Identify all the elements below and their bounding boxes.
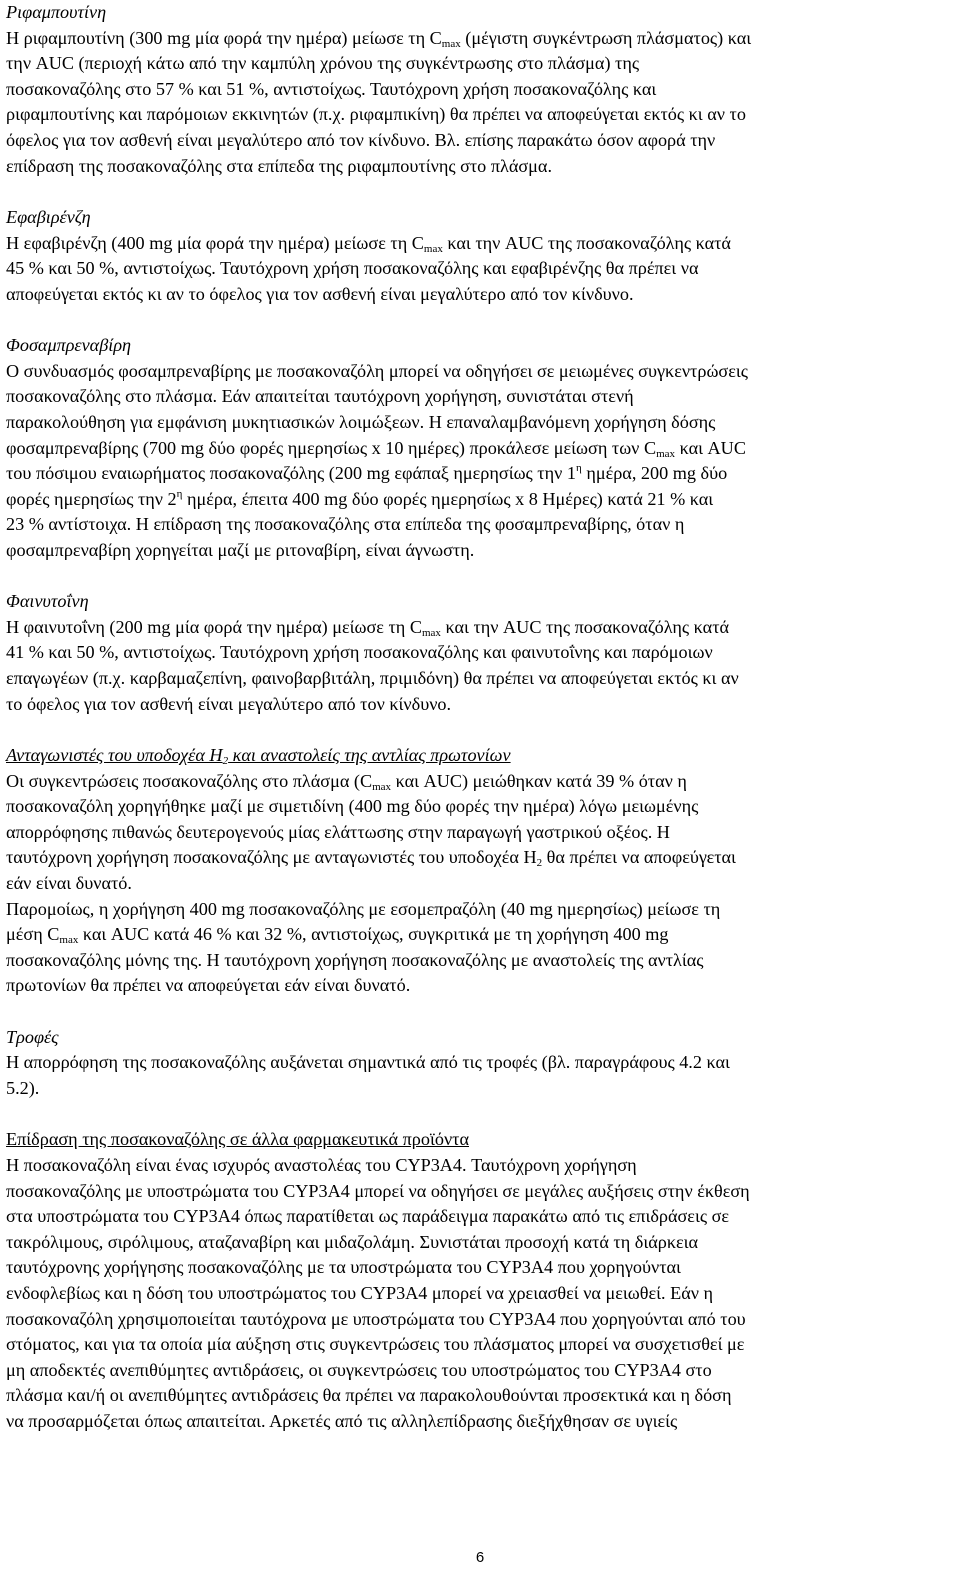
text-line: όφελος για τον ασθενή είναι μεγαλύτερο από τον κίνδυνο. Βλ. επίσης παρακάτω όσον αφορά την [6,129,716,150]
paragraph [6,1153,956,1435]
text-line: Η εφαβιρένζη (400 mg μία φορά την ημέρα) μείωσε τη $C_{max}$ και την AUC της ποσακοναζόλης κατά [6,232,731,255]
text-line: Η φαινυτοΐνη (200 mg μία φορά την ημέρα) μείωσε τη $C_{max}$ και την AUC της ποσακοναζόλης κατά [6,616,730,639]
text-line: στα υποστρώματα του CYP3A4 όπως παρατίθεται ως παράδειγμα παρακάτω από τις επιδράσεις σε [6,1206,730,1227]
text-line: την AUC (περιοχή κάτω από την καμπύλη χρόνου της συγκέντρωσης στο πλάσμα) της [6,53,640,74]
text-line: 45 % και 50 %, αντιστοίχως. Ταυτόχρονη χρήση ποσακοναζόλης και εφαβιρένζης θα πρέπει να [6,258,699,279]
text-line: ταυτόχρονη χορήγηση ποσακοναζόλης με ανταγωνιστές του υποδοχέα $H_2$ θα πρέπει να αποφεύγεται [6,847,736,870]
text-line: τακρόλιμους, σιρόλιμους, αταζαναβίρη και μιδαζολάμη. Συνιστάται προσοχή κατά τη διάρκεια [6,1231,699,1252]
text-line: Οι συγκεντρώσεις ποσακοναζόλης στο πλάσμα ($C_{max}$ και AUC) μειώθηκαν κατά 39 % όταν η [6,770,687,793]
section-trofes [6,1025,956,1102]
section-heading: Φαινυτοΐνη [6,591,89,612]
section-heading: Τροφές [6,1026,59,1047]
text-line: 23 % αντίστοιχα. Η επίδραση της ποσακοναζόλης στα επίπεδα της φοσαμπρεναβίρης, όταν η [6,514,685,535]
page-number: 6 [475,1549,485,1566]
text-line: απορρόφησης πιθανώς δευτερογενούς μίας ελάττωσης στην παραγωγή γαστρικού οξέος. Η [6,821,670,842]
text-line: επαγωγέων (π.χ. καρβαμαζεπίνη, φαινοβαρβιτάλη, πριμιδόνη) θα πρέπει να αποφεύγεται εκτός κι αν [6,668,739,689]
text-line: επίδραση της ποσακοναζόλης στα επίπεδα της ριφαμπουτίνης στο πλάσμα. [6,155,552,176]
text-line: 5.2). [6,1077,40,1098]
text-line: ποσακοναζόλη χορηγήθηκε μαζί με σιμετιδίνη (400 mg δύο φορές την ημέρα) λόγω μειωμένης [6,796,699,817]
text-line: ποσακοναζόλης στο 57 % και 51 %, αντιστοίχως. Ταυτόχρονη χρήση ποσακοναζόλης και [6,78,657,99]
text-line: εάν είναι δυνατό. [6,873,132,893]
text-line: του πόσιμου εναιωρήματος ποσακοναζόλης (200 mg εφάπαξ ημερησίως την $1^\eta$ ημέρα, 200 mg δύο [6,462,728,484]
text-line: μέση $C_{max}$ και AUC κατά 46 % και 32 %, αντιστοίχως, συγκριτικά με τη χορήγηση 400 mg [6,924,669,947]
paragraph [6,615,956,717]
text-line: ποσακοναζόλης με υποστρώματα του CYP3A4 μπορεί να οδηγήσει σε μεγάλες αυξήσεις στην έκθεση [6,1180,750,1201]
text-line: φοσαμπρεναβίρης (700 mg δύο φορές ημερησίως x 10 ημέρες) προκάλεσε μείωση των $C_{max}$ και AUC [6,437,746,460]
text-line: φοσαμπρεναβίρη χορηγείται μαζί με ριτοναβίρη, είναι άγνωστη. [6,539,475,560]
text-line: Η απορρόφηση της ποσακοναζόλης αυξάνεται σημαντικά από τις τροφές (βλ. παραγράφους 4.2 και [6,1052,730,1073]
text-line: ενδοφλεβίως και η δόση του υποστρώματος του CYP3A4 μπορεί να χρειασθεί να μειωθεί. Εάν η [6,1282,714,1303]
paragraph [6,769,956,999]
section-heading: Επίδραση της ποσακοναζόλης σε άλλα φαρμακευτικά προϊόντα [6,1129,469,1150]
section-fosamprenaviri [6,333,956,563]
text-line: να προσαρμόζεται όπως απαιτείται. Αρκετές από τις αλληλεπίδρασης διεξήχθησαν σε υγιείς [6,1410,678,1431]
text-line: ριφαμπουτίνης και παρόμοιων εκκινητών (π.χ. ριφαμπικίνη) θα πρέπει να αποφεύγεται εκτός κι αν το [6,104,746,125]
text-line: 41 % και 50 %, αντιστοίχως. Ταυτόχρονη χρήση ποσακοναζόλης και φαινυτοΐνης και παρόμοιων [6,642,713,663]
section-epidrasi [6,1127,956,1434]
section-heading: Ριφαμπουτίνη [6,2,107,22]
section-efavirenzi [6,205,956,307]
text-line: αποφεύγεται εκτός κι αν το όφελος για τον ασθενή είναι μεγαλύτερο από τον κίνδυνο. [6,283,634,304]
text-line: Παρομοίως, η χορήγηση 400 mg ποσακοναζόλης με εσομεπραζόλη (40 mg ημερησίως) μείωσε τη [6,898,721,919]
text-line: στόματος, και για τα οποία μία αύξηση στις συγκεντρώσεις του πλάσματος μπορεί να συσχετισθεί με [6,1334,745,1355]
section-heading: Εφαβιρένζη [6,206,91,227]
text-line: πρωτονίων θα πρέπει να αποφεύγεται εάν είναι δυνατό. [6,975,411,996]
text-line: Η ποσακοναζόλη είναι ένας ισχυρός αναστολέας του CYP3A4. Ταυτόχρονη χορήγηση [6,1154,637,1175]
section-heading: Φοσαμπρεναβίρη [6,335,132,356]
text-line: Η ριφαμπουτίνη (300 mg μία φορά την ημέρα) μείωσε τη $C_{max}$ (μέγιστη συγκέντρωση πλάσματος) και [6,27,752,50]
text-line: παρακολούθηση για εμφάνιση μυκητιασικών λοιμώξεων. Η επαναλαμβανόμενη χορήγηση δόσης [6,411,716,432]
text-line: ποσακοναζόλη χρησιμοποιείται ταυτόχρονα με υποστρώματα του CYP3A4 που χορηγούνται από του [6,1308,746,1329]
paragraph [6,359,956,564]
paragraph [6,1050,956,1101]
text-line: ταυτόχρονης χορήγησης ποσακοναζόλης με τα υποστρώματα του CYP3A4 που χορηγούνται [6,1257,681,1278]
text-line: φορές ημερησίως την $2^\eta$ ημέρα, έπειτα 400 mg δύο φορές ημερησίως x 8 Ημέρες) κατά 21 % και [6,487,714,509]
section-rifampoutini [6,0,956,179]
paragraph [6,26,956,180]
text-line: πλάσμα και/ή οι ανεπιθύμητες αντιδράσεις θα πρέπει να παρακολουθούνται προσεκτικά και η δόση [6,1385,732,1406]
section-fainytoini [6,589,956,717]
paragraph [6,231,956,308]
text-line: ποσακοναζόλης μόνης της. Η ταυτόχρονη χορήγηση ποσακοναζόλης με αναστολείς της αντλίας [6,949,704,970]
text-line: Ο συνδυασμός φοσαμπρεναβίρης με ποσακοναζόλη μπορεί να οδηγήσει σε μειωμένες συγκεντρώσεις [6,360,748,381]
text-line: μη αποδεκτές ανεπιθύμητες αντιδράσεις, οι συγκεντρώσεις του υποστρώματος του CYP3A4 στο [6,1359,712,1380]
document-page [6,0,956,1434]
section-antagonistes [6,743,956,999]
section-heading: Ανταγωνιστές του υποδοχέα $H_2$ και αναστολείς της αντλίας πρωτονίων [6,745,511,768]
text-line: ποσακοναζόλης στο πλάσμα. Εάν απαιτείται ταυτόχρονη χορήγηση, συνιστάται στενή [6,386,634,407]
text-line: το όφελος για τον ασθενή είναι μεγαλύτερο από τον κίνδυνο. [6,693,452,714]
